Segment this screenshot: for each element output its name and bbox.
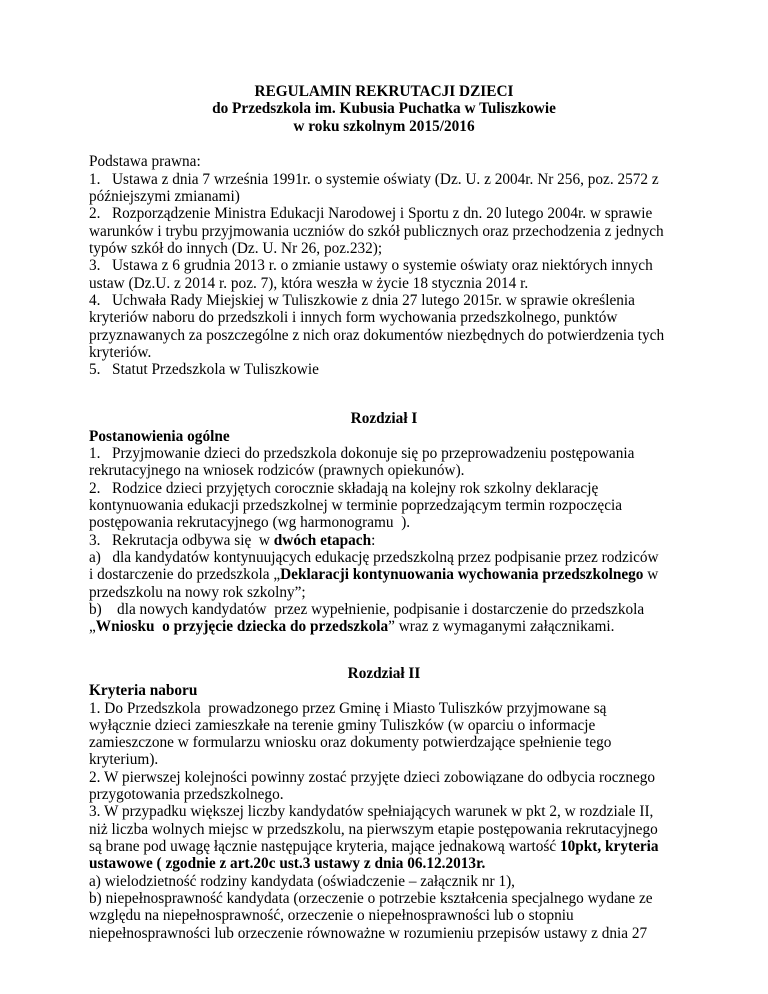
chapter-2-heading: Rozdział II [347,665,421,682]
bold-span: dwóch etapach [273,532,372,549]
legal-line: 2. Rozporządzenie Ministra Edukacji Narodowej i Sportu z dn. 20 lutego 2004r. w sprawie [89,205,653,222]
chapter-2-line: kryterium). [89,751,159,768]
chapter-1-line: a) dla kandydatów kontynuujących edukację przedszkolną przez podpisanie przez rodziców [89,549,659,566]
chapter-1-heading: Rozdział I [350,410,418,427]
bold-span: Wniosku o przyjęcie dziecka do przedszkola [95,618,389,635]
legal-line: 5. Statut Przedszkola w Tuliszkowie [89,361,319,378]
chapter-1-title: Postanowienia ogólne [89,428,230,445]
legal-line: typów szkół do innych (Dz. U. Nr 26, poz.232); [89,240,383,257]
chapter-2-title: Kryteria naboru [89,682,198,699]
text-span: „ [89,618,96,635]
chapter-1-line: 2. Rodzice dzieci przyjętych corocznie składają na kolejny rok szkolny deklarację [89,480,599,497]
chapter-1-line: kontynuowania edukacji przedszkolnej w terminie poprzedzającym termin rozpoczęcia [89,497,623,514]
chapter-2-line: a) wielodzietność rodziny kandydata (oświadczenie – załącznik nr 1), [89,873,516,890]
legal-line: kryteriów naboru do przedszkoli i innych form wychowania przedszkolnego, punktów [89,309,618,326]
chapter-2-line: niepełnosprawności lub orzeczenie równoważne w rozumieniu przepisów ustawy z dnia 27 [89,925,648,942]
legal-line: 4. Uchwała Rady Miejskiej w Tuliszkowie z dnia 27 lutego 2015r. w sprawie określenia [89,292,635,309]
chapter-1-line: b) dla nowych kandydatów przez wypełnienie, podpisanie i dostarczenie do przedszkola [89,601,645,618]
bold-span: Deklaracji kontynuowania wychowania przedszkolnego [280,566,644,583]
legal-basis-label: Podstawa prawna: [89,153,201,170]
text-span: 3. Rekrutacja odbywa się w [89,532,274,549]
chapter-1-line: 1. Przyjmowanie dzieci do przedszkola dokonuje się po przeprowadzeniu postępowania [89,445,635,462]
chapter-2-line: 1. Do Przedszkola prowadzonego przez Gminę i Miasto Tuliszków przyjmowane są [89,700,607,717]
chapter-2-line: 3. W przypadku większej liczby kandydatów spełniających warunek w pkt 2, w rozdziale II, [89,803,654,820]
chapter-2-line: 2. W pierwszej kolejności powinny zostać przyjęte dzieci zobowiązane do odbycia rocznego [89,769,656,786]
text-span: są brane pod uwagę łącznie następujące kryteria, mające jednakową wartość [89,838,560,855]
chapter-1-line: przedszkolu na nowy rok szkolny”; [89,584,306,601]
chapter-1-line: rekrutacyjnego na wniosek rodziców (prawnych opiekunów). [89,462,465,479]
text-span: i dostarczenie do przedszkola „ [89,566,281,583]
text-span: ” wraz z wymaganymi załącznikami. [388,618,615,635]
chapter-2-line: względu na niepełnosprawność, orzeczenie o niepełnosprawności lub o stopniu [89,907,574,924]
chapter-1-line-application [89,617,615,637]
legal-line: 1. Ustawa z dnia 7 września 1991r. o systemie oświaty (Dz. U. z 2004r. Nr 256, poz. 2572 z [89,171,659,188]
chapter-1-line: postępowania rekrutacyjnego (wg harmonogramu ). [89,514,411,531]
legal-line: 3. Ustawa z 6 grudnia 2013 r. o zmianie ustawy o systemie oświaty oraz niektórych innych [89,257,653,274]
chapter-2-line: b) niepełnosprawność kandydata (orzeczenie o potrzebie kształcenia specjalnego wydane ze [89,890,653,907]
legal-line: przyznawanych za poszczególne z nich oraz dokumentów niezbędnych do potwierdzenia tych [89,327,665,344]
document-subtitle: do Przedszkola im. Kubusia Puchatka w Tuliszkowie [212,100,556,117]
chapter-2-line-statutory: ustawowe ( zgodnie z art.20c ust.3 ustawy z dnia 06.12.2013r. [89,855,486,872]
chapter-2-line: niż liczba wolnych miejsc w przedszkolu, na pierwszym etapie postępowania rekrutacyjnego [89,821,658,838]
text-span: w [643,566,659,583]
legal-line: ustaw (Dz.U. z 2014 r. poz. 7), która weszła w życie 18 stycznia 2014 r. [89,275,529,292]
document-year: w roku szkolnym 2015/2016 [293,118,475,135]
text-span: : [371,532,376,549]
document-title: REGULAMIN REKRUTACJI DZIECI [254,83,514,100]
bold-span: 10pkt, kryteria [560,838,659,855]
chapter-2-line: przygotowania przedszkolnego. [89,786,284,803]
chapter-1-line-declaration [89,565,658,585]
legal-line: późniejszymi zmianami) [89,188,240,205]
legal-line: warunków i trybu przyjmowania uczniów do szkół publicznych oraz przechodzenia z jednych [89,223,664,240]
chapter-2-line: wyłącznie dzieci zamieszkałe na terenie gminy Tuliszków (w oparciu o informacje [89,717,596,734]
legal-line: kryteriów. [89,344,152,361]
chapter-2-line: zamieszczone w formularzu wniosku oraz dokumenty potwierdzające spełnienie tego [89,734,612,751]
